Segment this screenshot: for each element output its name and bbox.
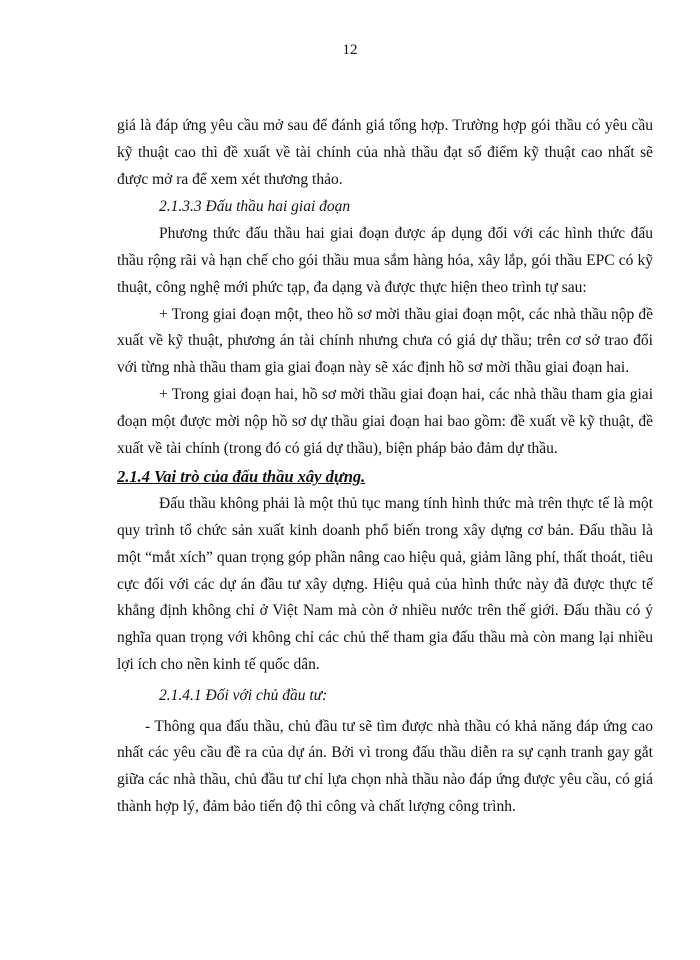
page-number: 12 [342, 42, 358, 58]
paragraph-two-stage-intro: Phương thức đấu thầu hai giai đoạn được áp dụng đối với các hình thức đấu thầu rộng rãi và hạn chế cho gói thầu mua sắm hàng hóa, xây lắp, gói thầu EPC có kỹ thuật, công nghệ mới phức tạp, đa dạng và được thực hiện theo trình tự sau: [117, 225, 653, 296]
subsection-heading-2141: 2.1.4.1 Đối với chủ đầu tư: [159, 686, 328, 704]
section-heading-214: 2.1.4 Vai trò của đấu thầu xây dựng. [117, 467, 366, 487]
paragraph-stage-two: + Trong giai đoạn hai, hồ sơ mời thầu giai đoạn hai, các nhà thầu tham gia giai đoạn một được mời nộp hồ sơ dự thầu giai đoạn hai bao gồm: đề xuất về kỹ thuật, đề xuất về tài chính (trong đó có giá dự thầu), biện pháp bảo đảm dự thầu. [117, 385, 653, 457]
paragraph-role-of-bidding: Đấu thầu không phải là một thủ tục mang tính hình thức mà trên thực tế là một quy trình tổ chức sản xuất kinh doanh phổ biến trong xây dựng cơ bản. Đấu thầu là một “mắt xích” quan trọng góp phần nâng cao hiệu quả, giảm lãng phí, thất thoát, tiêu cực đối với các dự án đầu tư xây dựng. Hiệu quả của hình thức này đã được thực tế khẳng định không chỉ ở Việt Nam mà còn ở nhiều nước trên thế giới. Đấu thầu có ý nghĩa quan trọng với không chỉ các chủ thể tham gia đấu thầu mà còn mang lại nhiều lợi ích cho nền kinh tế quốc dân. [117, 495, 653, 673]
paragraph-continued: giá là đáp ứng yêu cầu mở sau để đánh giá tổng hợp. Trường hợp gói thầu có yêu cầu kỹ thuật cao thì đề xuất về tài chính của nhà thầu đạt số điểm kỹ thuật cao nhất sẽ được mở ra để xem xét thương thảo. [117, 117, 653, 188]
paragraph-investor-benefit: - Thông qua đấu thầu, chủ đầu tư sẽ tìm được nhà thầu có khả năng đáp ứng cao nhất các yêu cầu đề ra của dự án. Bởi vì trong đấu thầu diễn ra sự cạnh tranh gay gắt giữa các nhà thầu, chủ đầu tư chỉ lựa chọn nhà thầu nào đáp ứng được yêu cầu, có giá thành hợp lý, đảm bảo tiến độ thi công và chất lượng công trình. [117, 717, 653, 815]
subsection-heading-2133: 2.1.3.3 Đấu thầu hai giai đoạn [159, 198, 351, 216]
paragraph-stage-one: + Trong giai đoạn một, theo hồ sơ mời thầu giai đoạn một, các nhà thầu nộp đề xuất về kỹ thuật, phương án tài chính nhưng chưa có giá dự thầu; trên cơ sở trao đổi với từng nhà thầu tham gia giai đoạn này sẽ xác định hồ sơ mời thầu giai đoạn hai. [117, 305, 653, 377]
document-body [117, 113, 653, 821]
